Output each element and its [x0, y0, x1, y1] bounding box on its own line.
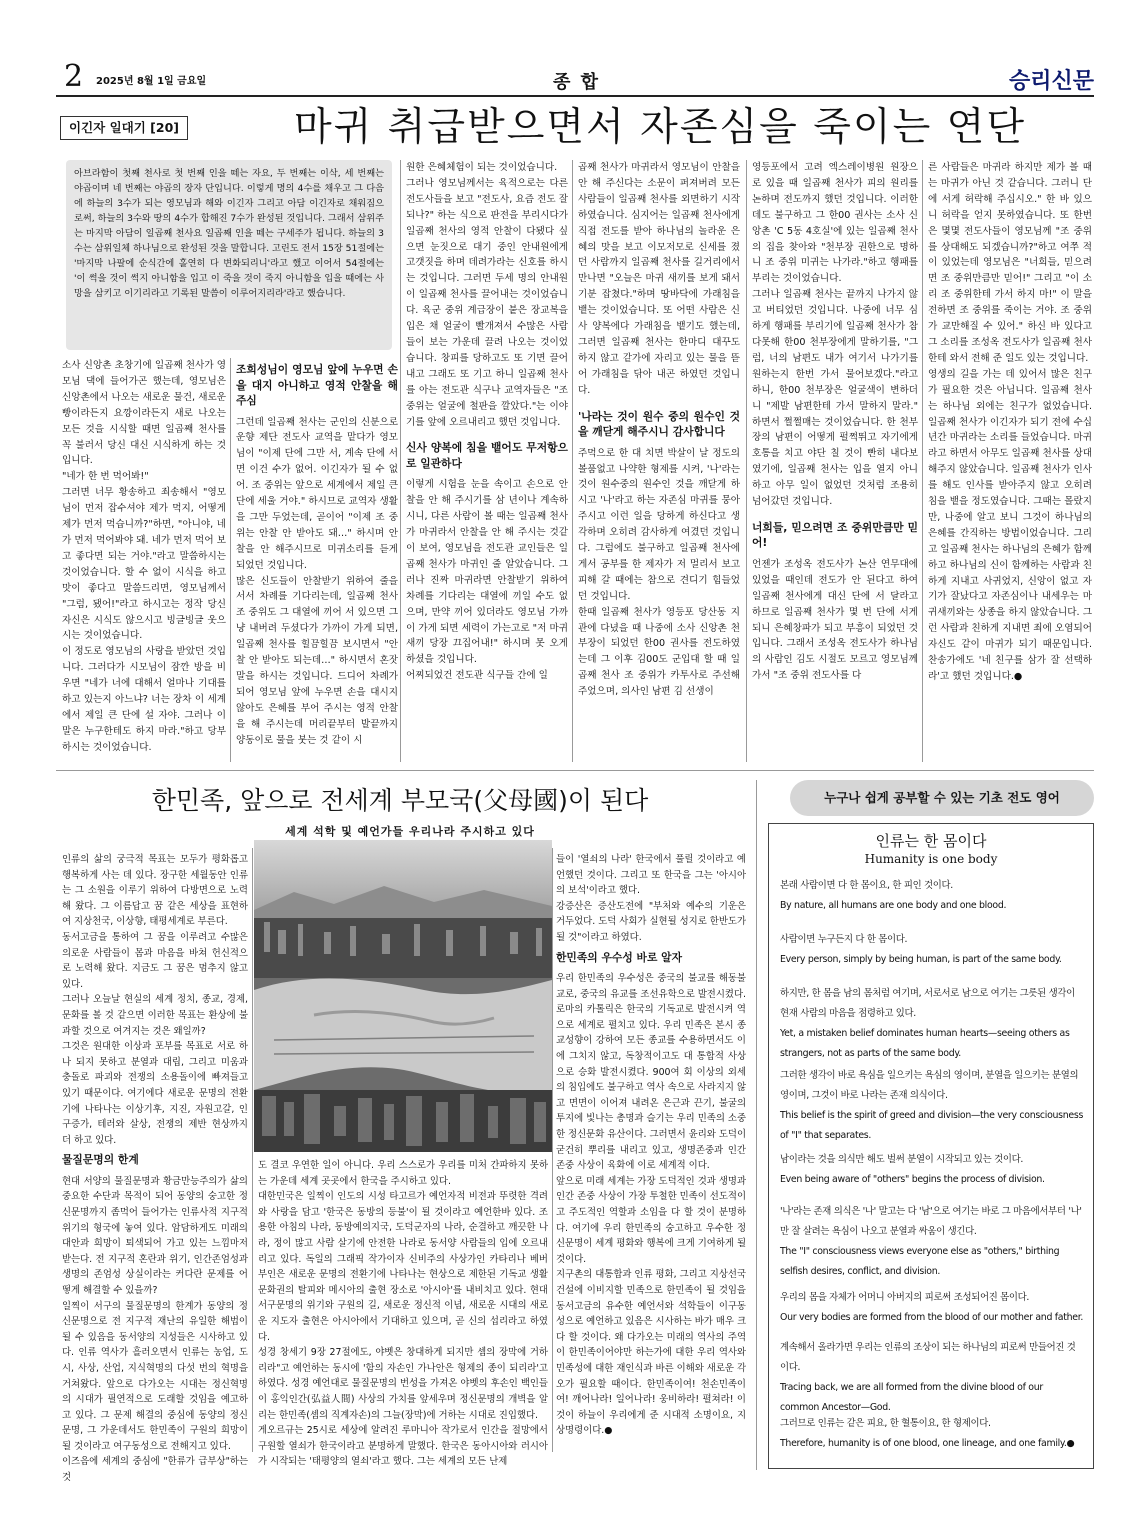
paragraph: 이즈음에 세계의 중심에 "한류가 급부상"하는 것: [62, 1456, 248, 1484]
article-intro-box: 아브라함이 첫째 천사로 첫 번째 인을 떼는 자요, 두 번째는 이삭, 세 번째는 야곱이며 네 번째는 야곱의 장자 단입니다. 이렇게 명의 4수를 채우고 그 다음에 하늘의 3수가 되는 영모님과 해와 이긴자 그리고 아담 이긴자로 채워짐으로써, 하늘의 3수와 땅의 4수가 합해진 7수가 완성된 것입니다. 그래서 삼위주는 마지막 아담이 일곱째 천사요 일곱째 인을 떼는 구세주가 됩니다. 하늘의 3수는 삼위일체 하나님으로 완성된 것을 말합니다. 고린도 전서 15장 51절에는 '마지막 나팔에 순식간에 홀연히 다 변화되리니'라고 했고 이어서 54절에는 '이 썩을 것이 썩지 아니함을 입고 이 죽을 것이 죽지 아니함을 입을 때에는 사망을 삼키고 이기리라고 기록된 말씀이 이루어지리라'라고 했습니다.: [66, 160, 392, 350]
paragraph: 어찌되었건 전도관 식구들 간에 일: [406, 670, 548, 682]
paragraph: 영생의 길을 가는 데 있어서 많은 친구가 필요한 것은 아닙니다. 일곱째 천사는 하나님 외에는 친구가 없었습니다. 일곱째 천사가 이긴자가 되기 전에 수십 년간 마귀라는 소리를 들었습니다. 마귀라고 하면서 아무도 일곱째 천사를 상대해주지 않았습니다. 일곱째 천사가 인사를 해도 인사를 받아주지 않고 오히려 침을 뱉을 정도였습니다. 그때는 몰랐지만, 나중에 알고 보니 그것이 하나님의 은혜를 간직하는 방법이었습니다. 그리고 일곱째 천사는 하나님의 은혜가 함께하고 하나님의 신이 함께하는 사람과 친하게 지내고 사귀었지, 신앙이 없고 자기가 잘났다고 자존심이나 내세우는 마귀새끼와는 상종을 하지 않았습니다. 그런 사람과 친하게 지내면 죄에 오염되어 자신도 같이 마귀가 되기 때문입니다. 찬송가에도 '네 친구를 삼가 잘 선택하라'고 했던 것입니다.●: [928, 368, 1092, 682]
korean-sentence: '나'라는 존재 의식은 '나' 말고는 다 '남'으로 여기는 바로 그 마음에서부터 '나' 만 잘 살려는 욕심이 나오고 분열과 싸움이 생긴다.: [780, 1206, 1082, 1237]
lesson-pair: [780, 1288, 1084, 1328]
paragraph: 많은 신도들이 안찰받기 위하여 줄을 서서 차례를 기다리는데, 일곱째 천사 조 중위도 그 대열에 끼어 서 있으면 그냥 내버려 두셨다가 가까이 가게 되면, 일곱째 천사를 힐끔힐끔 보시면서 "안찰 안 받아도 되는데…" 하시면서 혼잣말을 하시는 것입니다. 드디어 차례가 되어 영모님 앞에 누우면 손을 대시지 않아도 은혜를 부어 주시는 영적 안찰을 해 주시는데 머리끝부터 발끝까지 양동이로 물을 붓는 것 같이 시: [236, 575, 398, 746]
paragraph: 지구촌의 대통합과 인류 평화, 그리고 지상선국 건설에 이비지할 민족으로 한민족이 될 것임을 동서고금의 유수한 예언서와 석학들이 이구동성으로 예언하고 있음은 시사하는 바가 매우 크다 할 것이다. 왜 다가오는 미래의 역사의 주역이 한민족이어야만 하는가에 대한 우리 역사와 민족성에 대한 재인식과 바른 이해와 새로운 각오가 필요할 때이다. 한민족이여! 천손민족이여! 깨어나라! 일어나라! 웅비하라! 펼쳐라! 이것이 하늘이 우리에게 준 시대적 소명이요, 지상명령이다.●: [556, 1269, 746, 1437]
lesson-pair: [780, 876, 1084, 916]
article1-column-4: [578, 160, 740, 763]
page-number: 2: [64, 59, 84, 94]
city-river-aerial-photo-image: [254, 840, 552, 1152]
english-sentence: Tracing back, we are all formed from the divine blood of our common Ancestor—God.: [780, 1382, 1043, 1413]
paragraph: 그러면 너무 황송하고 죄송해서 "영모님이 먼저 잡수셔야 제가 먹지, 어떻게 제가 먼저 먹습니까?"하면, "아니야, 네가 먼저 먹어봐야 돼. 네가 먼저 먹어 보고 좋다면 되는 거야."라고 말씀하시는 것이었습니다. 할 수 없이 시식을 하고 맛이 좋다고 말씀드리면, 영모님께서 "그럼, 됐어!"라고 하시고는 정작 당신 자신은 시식도 않으시고 빙글빙글 웃으시는 것이었습니다.: [62, 487, 226, 642]
section-divider: [56, 770, 1094, 771]
column-divider: [230, 358, 231, 762]
article1-column-1: [62, 358, 226, 763]
city-river-aerial-photo: [254, 840, 552, 1152]
paragraph: 일찍이 서구의 물질문명의 한계가 동양의 정신문명으로 전 지구적 재난의 유일한 해법이 될 수 있음을 동서양의 지성들은 시사하고 있다. 인류 역사가 흘러오면서 인류는 농업, 도시, 사상, 산업, 지식혁명의 다섯 번의 혁명을 거쳐왔다. 앞으로 다가오는 시대는 정신혁명의 시대가 필연적으로 도래할 것임을 예고하고 있다. 그 문제 해결의 중심에 동양의 정신문명, 그 가운데서도 한민족이 구원의 희망이 될 것이라고 여구동성으로 전해지고 있다.: [62, 1300, 248, 1452]
column-divider: [756, 780, 757, 1470]
english-sentence: The "I" consciousness views everyone else as "others," birthing selfish desires, conflict, and division.: [780, 1246, 1060, 1277]
paragraph: 소사 신앙촌 초창기에 일곱째 천사가 영모님 댁에 들어가곤 했는데, 영모님은 신앙촌에서 나오는 새로운 물건, 새로운 빵이라든지 요깡이라든지 새로 나오는 모든 것을 시식할 때면 일곱째 천사를 꼭 불러서 당신 대신 시식하게 하는 것입니다.: [62, 360, 226, 467]
subheading: 너희들, 믿으려면 조 중위만큼만 믿어!: [752, 520, 918, 550]
lesson-pair: [780, 1414, 1084, 1454]
paragraph: 한때 일곱째 천사가 영등포 당산동 지관에 다녔을 때 나중에 소사 신앙촌 천부장이 되었던 한00 권사를 전도하였는데 그 이후 김00도 군입대 할 때 일곱째 천사 조 중위가 카투사로 주선해 주었으며, 의사인 남편 김 선생이: [578, 606, 740, 698]
paragraph: 도 결코 우연한 일이 아니다. 우리 스스로가 우리를 미처 간파하지 못하는 가운데 세계 곳곳에서 한국을 주시하고 있다.: [258, 1160, 548, 1187]
paragraph: 현대 서양의 물질문명과 황금만능주의가 삶의 중요한 수단과 목적이 되어 동양의 숭고한 정신문명까지 좀먹어 들어가는 인류사적 지구적 위기의 형국에 놓여 있다. 암담하게도 미래의 대안과 희망이 퇴색되어 가고 있는 느낌마저 받는다. 전 지구적 혼란과 위기, 인간존엄성과 생명의 존엄성 상실이라는 커다란 문제를 어떻게 해결할 수 있을까?: [62, 1175, 248, 1296]
paragraph: "네가 한 번 먹어봐!": [62, 471, 149, 483]
article1-column-6: [928, 160, 1092, 763]
paragraph: 대한민국은 일찍이 인도의 시성 타고르가 예언자적 비전과 뚜렷한 격려와 사랑을 담고 '한국은 동방의 등불'이 될 것이라고 예언한바 있다. 조용한 아침의 나라, 동방예의지국, 도덕군자의 나라, 순결하고 깨끗한 나라, 정이 많고 사람 살기에 안전한 나라로 동서양 사람들의 입에 오르내리고 있다. 독일의 그래픽 작가이자 신비주의 사상가인 카타리나 베버 부인은 새로운 문명의 전환기에 나타나는 현상으로 제한된 기독교 생활문화권의 탈피와 메시아의 출현 장소로 '아시아'를 내비치고 있다. 현대 서구문명의 위기와 구원의 길, 새로운 정신적 이념, 새로운 시대의 새로운 지도자 출현은 아시아에서 기대하고 있으며, 곧 신의 섭리라고 하였다.: [258, 1191, 548, 1343]
column-divider: [922, 160, 923, 762]
english-lesson-title: 누구나 쉽게 공부할 수 있는 기초 전도 영어: [790, 780, 1094, 816]
subheading: 조희성님이 영모님 앞에 누우면 손을 대지 아니하고 영적 안찰을 해주심: [236, 363, 398, 407]
english-sentence: By nature, all humans are one body and one blood.: [780, 900, 1007, 911]
korean-sentence: 그러므로 인류는 같은 피요, 한 혈통이요, 한 형제이다.: [780, 1418, 991, 1429]
korean-sentence: 본래 사람이면 다 한 몸이요, 한 피인 것이다.: [780, 880, 953, 891]
lesson-pair: [780, 1150, 1084, 1190]
korean-sentence: 우리의 몸을 자체가 어머니 아버지의 피로써 조성되어진 몸이다.: [780, 1292, 1030, 1303]
paragraph: 성경 창세기 9장 27절에도, 야벳은 창대하게 되지만 셈의 장막에 거하리라"고 예언하는 동시에 '함의 자손인 가나안은 형제의 종이 되리라'고 하였다. 성경 예언대로 물질문명의 번성을 가져온 야벳의 후손인 백인들이 홍익인간(弘益人間) 사상의 가치를 앞세우며 정신문명의 개벽을 알리는 한민족(셈의 직계자손)의 그늘(장막)에 거하는 시대로 진입했다.: [258, 1347, 548, 1421]
english-sentence: Our very bodies are formed from the blood of our mother and father.: [780, 1312, 1084, 1323]
english-sentence: Yet, a mistaken belief dominates human hearts—seeing others as strangers, not as parts of the same body.: [780, 1028, 1070, 1059]
english-sentence: Therefore, humanity is of one blood, one lineage, and one family.●: [780, 1438, 1075, 1449]
paragraph: 그러나 오늘날 현실의 세계 정치, 종교, 경제, 문화를 볼 것 같으면 이러한 목표는 환상에 불과할 것으로 여겨지는 것은 왜일까?: [62, 994, 248, 1037]
paragraph: 앞으로 미래 세계는 가장 도덕적인 것과 생명과 인간 존중 사상이 가장 투철한 민족이 선도적이고 주도적인 역할과 소임을 다 할 것이 분명하다. 여기에 우리 한민족의 숭고하고 우수한 정신문명이 세계 평화와 행복에 크게 기여하게 될 것이다.: [556, 1175, 746, 1265]
article1-column-5: [752, 160, 918, 763]
korean-sentence: 계속해서 올라가면 우리는 인류의 조상이 되는 하나님의 피로써 만들어진 것이다.: [780, 1342, 1076, 1373]
paragraph: 원한 은혜체험이 되는 것이었습니다.: [406, 162, 558, 173]
article2-column-3: [556, 852, 746, 1452]
article-title: 마귀 취급받으면서 자존심을 죽이는 연단: [293, 105, 1027, 150]
page-header: [56, 60, 1094, 100]
lesson-pair: [780, 984, 1084, 1064]
paragraph: 그런데 일곱째 천사는 군인의 신분으로 운향 제단 전도사 교역을 맡다가 영모님이 "이제 단에 그만 서, 계속 단에 서면 이건 수가 없어. 이긴자가 될 수 없어. 조 중위는 앞으로 세계에서 제일 큰 단에 세울 거야." 하시므로 교역자 생활을 그만 두었는데, 곧이어 "이제 조 중위는 안찰 안 받아도 돼…" 하시며 안찰을 안 해주시므로 미귀소리를 듣게 되었던 것입니다.: [236, 416, 398, 571]
paragraph: 동서고금을 통하여 그 꿈을 이루려고 수많은 의로운 사람들이 몸과 마음을 바쳐 헌신적으로 노력해 왔다. 지금도 그 꿈은 멈추지 않고 있다.: [62, 931, 248, 990]
lesson-pair: [780, 1202, 1084, 1282]
newspaper-name: 승리신문: [1008, 69, 1094, 94]
lesson-heading-korean: 인류는 한 몸이다: [875, 832, 987, 850]
column-divider: [746, 160, 747, 762]
article2-subtitle: 세계 석학 및 예언가들 우리나라 주시하고 있다: [285, 825, 535, 838]
column-divider: [252, 848, 253, 1452]
paragraph: 그러나 일곱째 천사는 끝까지 나가지 않고 버티었던 것입니다. 나중에 너무 심하게 행패를 부리기에 일곱째 천사가 참다못해 한00 천부장에게 말하기를, "그럼, 너의 남편도 내가 여기서 나가기를 원하는지 한번 가서 물어보겠다."라고 하니, 한00 천부장은 얼굴색이 변하더니 "제발 남편한테 가서 말하지 말라." 하면서 쩔쩔매는 것이었습니다. 한 천부장의 남편이 어떻게 펄쩍뛰고 자기에게 호통을 치고 야단 칠 것이 빤히 내다보였기에, 일곱째 천사는 입을 열지 아니하고 아무 일이 없었던 것처럼 조용히 넘어갔던 것입니다.: [752, 289, 918, 508]
paragraph: 그러나 영모님께서는 육적으로는 다른 전도사들을 보고 "전도사, 요즘 전도 잘되나?" 하는 식으로 판전을 부리시다가 일곱째 천사의 영적 안찰이 다됐다 싶으면 눈짓으로 대기 중인 안내원에게 고갯짓을 하며 데려가라는 신호를 하시는 것입니다. 그러면 두세 명의 안내원이 일곱째 천사를 끌어내는 것이었습니다. 육군 중위 계급장이 붙은 장교복을 입은 채 얼굴이 빨개져서 수많은 사람들이 보는 가운데 끌려 나오는 것이었습니다. 창피를 당하고도 또 기면 끌어내고 그래도 또 기고 하니 일곱째 천사를 아는 전도관 식구나 교역자들은 "조 중위는 얼굴에 철판을 깔았다."는 이야기를 앞에 오르내리고 했던 것입니다.: [406, 177, 568, 428]
english-sentence: Every person, simply by being human, is part of the same body.: [780, 954, 1062, 965]
korean-sentence: 그러한 생각이 바로 욕심을 일으키는 욕심의 영이며, 분열을 일으키는 분열의 영이며, 그것이 바로 나라는 존재 의식이다.: [780, 1070, 1079, 1101]
subheading: '나라는 것이 원수 중의 원수인 것을 깨닫게 해주시니 감사합니다: [578, 409, 740, 439]
issue-date: 2025년 8월 1일 금요일: [96, 76, 207, 87]
article1-column-2: [236, 358, 398, 763]
lesson-pair: [780, 930, 1084, 970]
subheading: 물질문명의 한계: [62, 1153, 139, 1167]
paragraph: 주먹으로 한 대 치면 박살이 날 정도의 볼품없고 나약한 형제를 시켜, '나'라는 것이 원수중의 원수인 것을 깨닫게 하시고 '나'라고 하는 자존심 마귀를 뭉아주시고 이런 일을 당하게 하신다고 생각하며 오히려 감사하게 여겼던 것입니다. 그럼에도 불구하고 일곱째 천사에게서 공부를 한 제자가 저 멀리서 보고 피해 갈 때에는 참으로 견디기 힘들었던 것입니다.: [578, 447, 740, 602]
article2-column-2: [258, 1158, 548, 1468]
lesson-pair: [780, 1338, 1084, 1418]
paragraph: 강증산은 증산도전에 "부처와 예수의 기운은 거두었다. 도덕 사회가 실현될 성지로 한반도가 될 것"이라고 하였다.: [556, 900, 746, 943]
paragraph: 그것은 원대한 이상과 포부를 목표로 서로 하나 되지 못하고 분열과 대립, 그리고 미움과 충돌로 파괴와 전쟁의 소용돌이에 빠져들고 있기 때문이다. 여기에다 새로운 문명의 전환기에 나타나는 이상기후, 지진, 자원고갈, 인구증가, 테러와 살상, 전쟁의 제반 현상까지 더 하고 있다.: [62, 1041, 248, 1146]
paragraph: 들이 '열쇠의 나라' 한국에서 풀릴 것이라고 예언했던 것이다. 그리고 또 한국을 그는 '아시아의 보석'이라고 했다.: [556, 854, 746, 897]
column-divider: [400, 160, 401, 762]
paragraph: 영등포에서 고려 엑스레이병원 원장으로 있을 때 일곱째 천사가 피의 원리를 논하며 전도까지 했던 것입니다. 이러한데도 불구하고 그 한00 권사는 소사 신앙촌 'C 5동 4호실'에 있는 일곱째 천사의 집을 찾아와 "천부장 권한으로 명하니 조 중위 미귀는 나가라."하고 행패를 부리는 것이었습니다.: [752, 162, 918, 285]
english-sentence: This belief is the spirit of greed and division—the very consciousness of "I" that separates.: [780, 1110, 1084, 1141]
paragraph: 언젠가 조성옥 전도사가 논산 연무대에 있었을 때인데 전도가 안 된다고 하여 일곱째 천사에게 대신 단에 서 달라고 하므로 일곱째 천사가 몇 번 단에 서게 되니 은혜창파가 되고 부흥이 되었던 것입니다. 그래서 조성옥 전도사가 하나님의 사람인 김도 시절도 모르고 영모님께 가서 "조 중위 전도사를 다: [752, 558, 918, 682]
paragraph: 인류의 삶의 궁극적 목표는 모두가 평화롭고 행복하게 사는 데 있다. 장구한 세월동안 인류는 그 소원을 이루기 위하여 다방면으로 노력해 왔다. 그 이름답고 꿈 같은 세상을 표현하여 지상천국, 이상향, 태평세계로 부른다.: [62, 854, 248, 928]
english-sentence: Even being aware of "others" begins the process of division.: [780, 1174, 1045, 1185]
article1-column-3: [406, 160, 568, 763]
paragraph: 우리 한민족의 우수성은 중국의 불교를 해동불교로, 중국의 유교를 조선유학으로 발전시켰다. 로마의 카톨릭은 한국의 기독교로 발전시켜 역으로 세계로 펼치고 있다. 우리 민족은 본시 종교성향이 강하여 모든 종교를 수용하면서도 이에 그치지 않고, 독창적이고도 대 통합적 사상으로 승화 발전시켰다. 900여 회 이상의 외세의 침입에도 불구하고 역사 속으로 사라지지 않고 면면이 이어져 내려온 은근과 끈기, 불굴의 투지에 빛나는 총명과 슬기는 우리 민족의 소중한 정신문화 유산이다. 그러면서 윤리와 도덕이 굳건히 뿌리를 내리고 있고, 생명존중과 인간 존중 사상이 육화에 이로 세계적 이다.: [556, 973, 746, 1172]
section-name: 종 합: [553, 72, 601, 93]
lesson-heading-english: Humanity is one body: [864, 852, 998, 866]
korean-sentence: 하지만, 한 몸을 남의 몸처럼 여기며, 서로서로 남으로 여기는 그릇된 생각이 현재 사람의 마음을 점령하고 있다.: [780, 988, 1075, 1019]
paragraph: 이 정도로 영모님의 사랑을 받았던 것입니다. 그러다가 시모님이 잠깐 방을 비우면 "네가 너에 대해서 얼마나 기대를 하고 있는지 아느냐? 너는 장차 이 세계에서 제일 큰 단에 설 자야. 그러나 이 말은 누구한테도 하지 마라."하고 당부하시는 것이었습니다.: [62, 646, 226, 753]
series-label: 이긴자 일대기 [20]: [60, 116, 188, 140]
paragraph: 른 사람들은 마귀라 하지만 제가 볼 때는 마귀가 아닌 것 같습니다. 그러니 단에 서게 허락해 주십시오." 한 바 있으니 허락을 얻지 못하였습니다. 또 한번은 몇몇 전도사들이 영모님께 "조 중위를 상대해도 되겠습니까?"하고 여쭈 적이 있었는데 영모님은 "너희들, 믿으려면 조 중위만큼만 믿어!" 그리고 "이 소리 조 중위한테 가서 하지 마!" 이 말을 전하면 조 중위를 죽이는 거야. 조 중위가 교만해질 수 있어." 하신 바 있다고 그 소리를 조성옥 전도사가 일곱째 천사한테 와서 전해 준 일도 있는 것입니다.: [928, 162, 1092, 364]
paragraph: 곱째 천사가 마귀라서 영모님이 안찰을 안 해 주신다는 소문이 퍼져버려 모든 사람들이 일곱째 천사를 외면하기 시작하였습니다. 심지어는 일곱째 천사에게 직접 전도를 받아 하나님의 놀라운 은혜의 맛을 보고 이모저모로 신세를 졌던 사람까지 일곱째 천사를 길거리에서 만나면 "오늘은 마귀 새끼를 보게 돼서 기분 잡쳤다."하며 땅바닥에 가래침을 뱉는 것이었습니다. 또 어떤 사람은 신사 양복에다 가래침을 뱉기도 했는데, 그러면 일곱째 천사는 한마디 대꾸도 하지 않고 같가에 자리고 있는 물을 뜯어 가래침을 닦아 내곤 하였던 것입니다.: [578, 162, 740, 396]
article2-column-1: [62, 852, 248, 1484]
lesson-pair: [780, 1066, 1084, 1146]
paragraph: 게오르규는 25시로 세상에 알려진 루마니아 작가로서 인간을 절망에서 구원할 열쇠가 한국이라고 분명하게 말했다. 한국은 동아시아와 러시아가 시작되는 '태평양의 열쇠'라고 했다. 그는 세계의 모든 난제: [258, 1425, 548, 1468]
subheading: 신사 양복에 침을 뱉어도 무저항으로 일관하다: [406, 441, 568, 470]
paragraph: 이렇게 시험을 눈을 속이고 손으로 안찰을 안 해 주시기를 삼 년이나 계속하시니, 다른 사람이 볼 때는 일곱째 천사가 마귀라서 안찰을 안 해 주시는 것같이 보여, 영모님을 전도관 교인들은 일곱째 천사가 마귀인 줄 알았습니다. 그러나 진짜 마귀라면 안찰받기 위하여 차례를 기다리는 대열에 끼일 수도 없으며, 만약 끼어 있더라도 영모님 가까이 가게 되면 세력이 가는고로 "저 마귀새끼 당장 끄집어내!" 하시며 못 오게 하셨을 것입니다.: [406, 479, 568, 666]
column-divider: [552, 848, 553, 1452]
korean-sentence: 사람이면 누구든지 다 한 몸이다.: [780, 934, 908, 945]
column-divider: [572, 160, 573, 762]
article2-title: 한민족, 앞으로 전세계 부모국(父母國)이 된다: [151, 786, 649, 815]
korean-sentence: 남이라는 것을 의식만 해도 벌써 분열이 시작되고 있는 것이다.: [780, 1154, 1024, 1165]
subheading: 한민족의 우수성 바로 알자: [556, 950, 683, 964]
header-rule: [56, 95, 1094, 97]
